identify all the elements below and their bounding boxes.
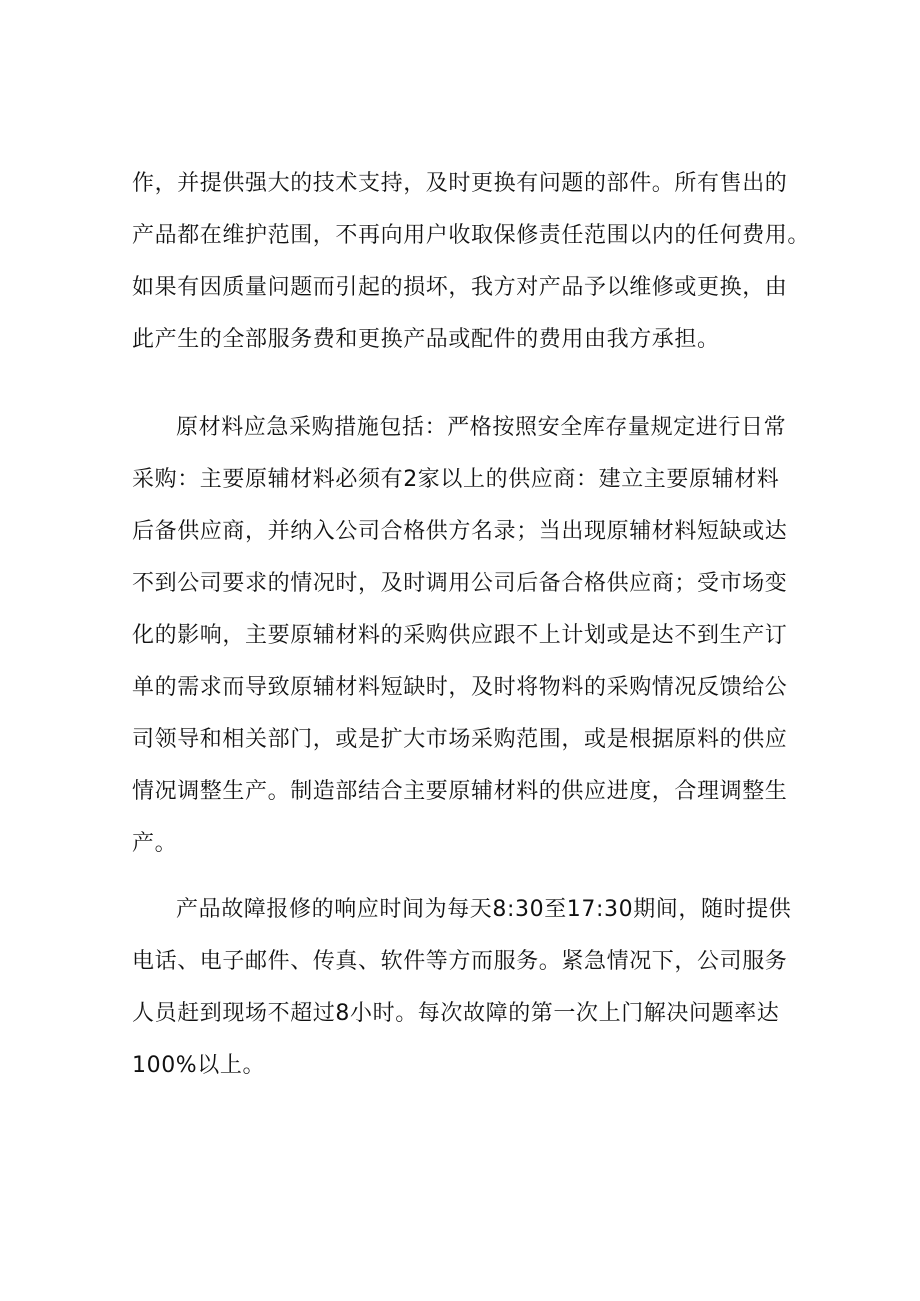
text-line: 此产生的全部服务费和更换产品或配件的费用由我方承担。 [132,327,720,352]
text-line: 原材料应急采购措施包括：严格按照安全库存量规定进行日常 [176,415,787,440]
text-line: 产品都在维护范围，不再向用户收取保修责任范围以内的任何费用。 [132,223,811,248]
text-line: 产品故障报修的响应时间为每天8:30至17:30期间，随时提供 [176,897,792,922]
text-line: 单的需求而导致原辅材料短缺时，及时将物料的采购情况反馈给公 [132,675,788,700]
text-line: 化的影响，主要原辅材料的采购供应跟不上计划或是达不到生产订 [132,623,788,648]
paragraph-emergency-procurement [132,402,792,870]
text-line: 采购：主要原辅材料必须有2家以上的供应商：建立主要原辅材料 [132,467,780,492]
text-line: 电话、电子邮件、传真、软件等方而服务。紧急情况下，公司服务 [132,949,788,974]
text-line: 100%以上。 [132,1053,266,1078]
text-line: 情况调整生产。制造部结合主要原辅材料的供应进度，合理调整生 [132,779,788,804]
text-line: 产。 [132,831,178,856]
text-line: 后备供应商，并纳入公司合格供方名录；当出现原辅材料短缺或达 [132,519,788,544]
paragraph-response-time [132,884,792,1092]
text-line: 作，并提供强大的技术支持，及时更换有问题的部件。所有售出的 [132,171,788,196]
text-line: 司领导和相关部门，或是扩大市场采购范围，或是根据原料的供应 [132,727,788,752]
text-line: 不到公司要求的情况时，及时调用公司后备合格供应商；受市场变 [132,571,788,596]
paragraph-warranty-continuation [132,158,811,366]
text-line: 如果有因质量问题而引起的损坏，我方对产品予以维修或更换，由 [132,275,788,300]
text-line: 人员赶到现场不超过8小时。每次故障的第一次上门解决问题率达 [132,1001,780,1026]
